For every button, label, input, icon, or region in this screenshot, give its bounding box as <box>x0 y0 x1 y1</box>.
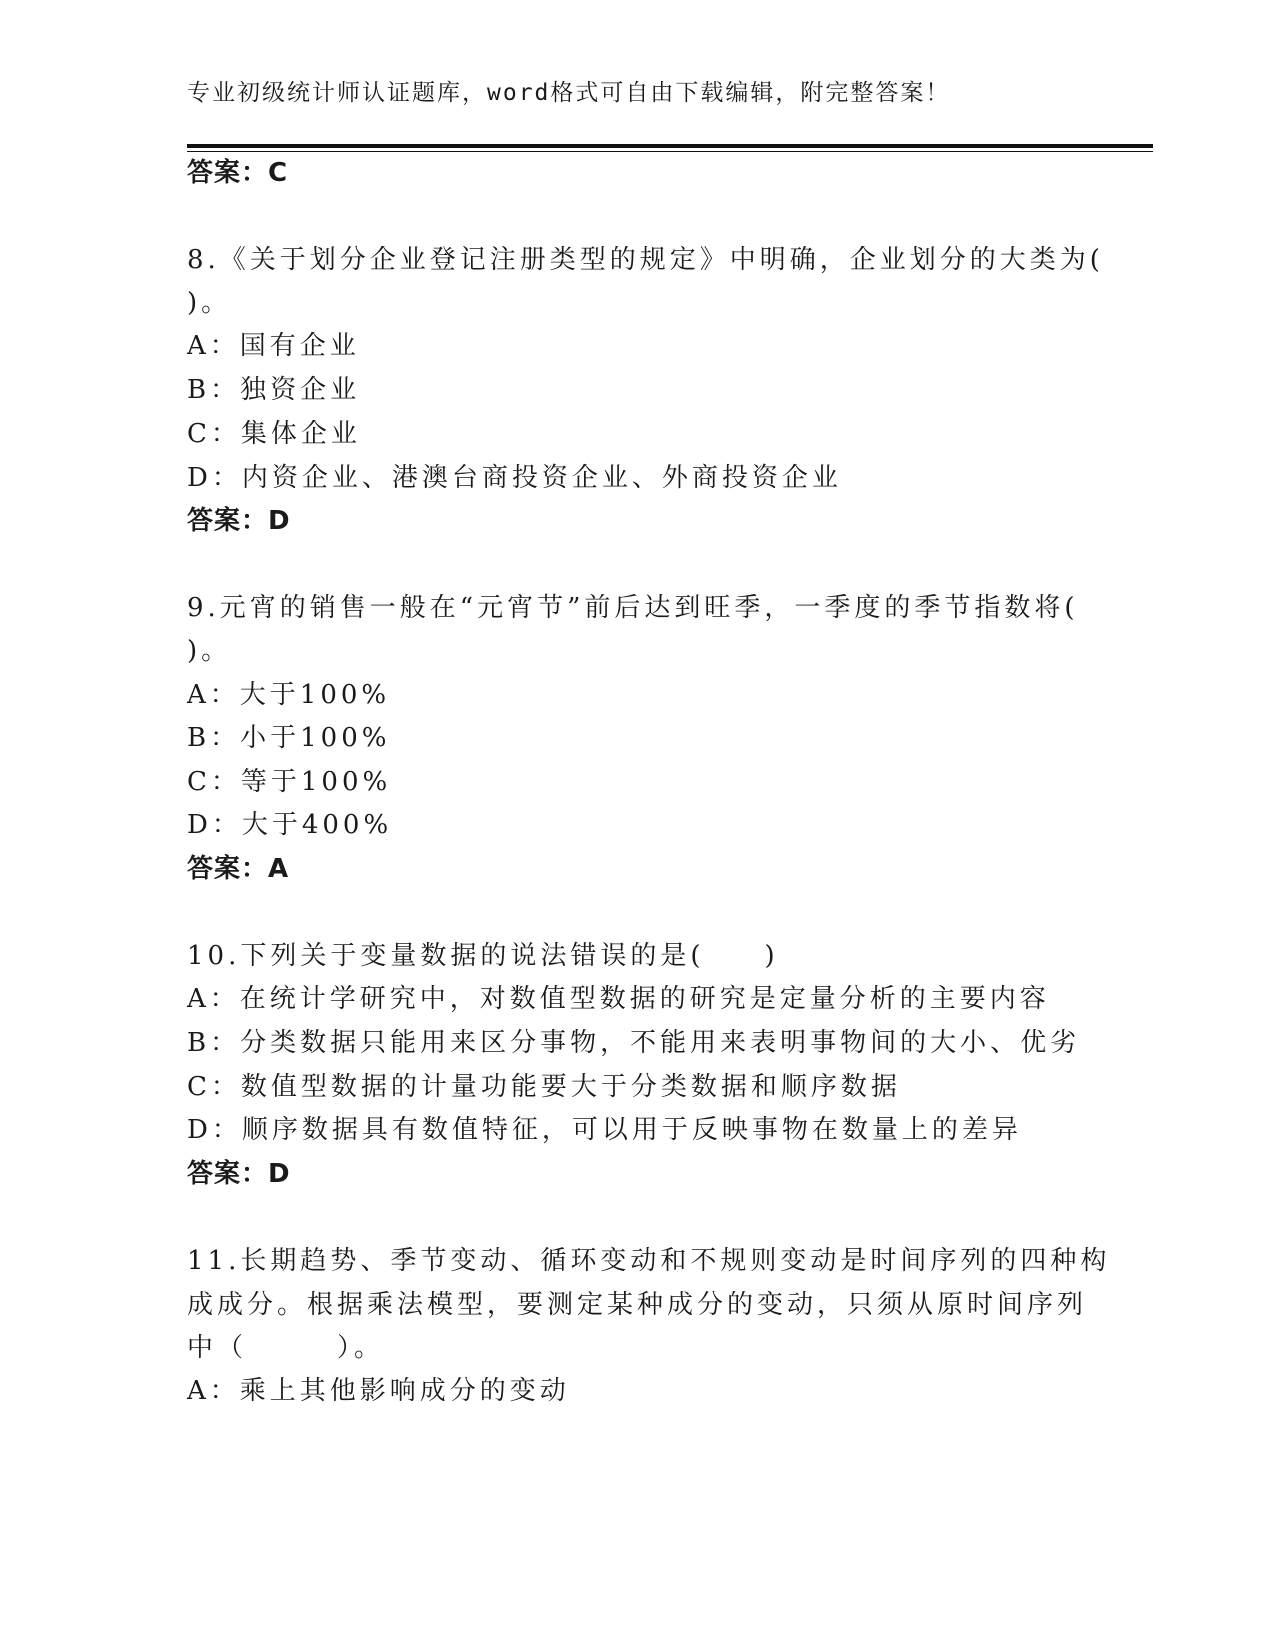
answer-line: 答案：C <box>187 158 289 188</box>
option-d: D：内资企业、港澳台商投资企业、外商投资企业 <box>187 463 842 493</box>
option-c: C：等于100% <box>187 767 392 797</box>
option-c: C：集体企业 <box>187 419 361 449</box>
answer-line: 答案：D <box>187 1159 291 1189</box>
question-stem: )。 <box>187 288 232 318</box>
option-d: D：大于400% <box>187 810 393 840</box>
header-rule-thin <box>187 151 1153 152</box>
answer-line: 答案：D <box>187 506 291 536</box>
header-rule-thick <box>187 144 1153 148</box>
option-a: A：乘上其他影响成分的变动 <box>187 1376 570 1406</box>
page-header: 专业初级统计师认证题库，word格式可自由下载编辑，附完整答案！ <box>187 80 951 106</box>
question-stem: )。 <box>187 636 232 666</box>
option-a: A：国有企业 <box>187 331 360 361</box>
question-stem: 11.长期趋势、季节变动、循环变动和不规则变动是时间序列的四种构 <box>187 1246 1111 1276</box>
option-b: B：小于100% <box>187 723 391 753</box>
option-a: A：大于100% <box>187 680 391 710</box>
option-a: A：在统计学研究中，对数值型数据的研究是定量分析的主要内容 <box>187 984 1050 1014</box>
question-stem: 8.《关于划分企业登记注册类型的规定》中明确，企业划分的大类为( <box>187 245 1104 275</box>
question-stem: 成成分。根据乘法模型，要测定某种成分的变动，只须从原时间序列 <box>187 1290 1088 1320</box>
question-stem: 9.元宵的销售一般在“元宵节”前后达到旺季，一季度的季节指数将( <box>187 593 1079 623</box>
question-stem: 中（ ）。 <box>187 1333 385 1363</box>
option-d: D：顺序数据具有数值特征，可以用于反映事物在数量上的差异 <box>187 1115 1022 1145</box>
option-c: C：数值型数据的计量功能要大于分类数据和顺序数据 <box>187 1072 901 1102</box>
answer-line: 答案：A <box>187 854 290 884</box>
option-b: B：独资企业 <box>187 375 361 405</box>
question-stem: 10.下列关于变量数据的说法错误的是( ) <box>187 941 779 971</box>
option-b: B：分类数据只能用来区分事物，不能用来表明事物间的大小、优劣 <box>187 1028 1081 1058</box>
